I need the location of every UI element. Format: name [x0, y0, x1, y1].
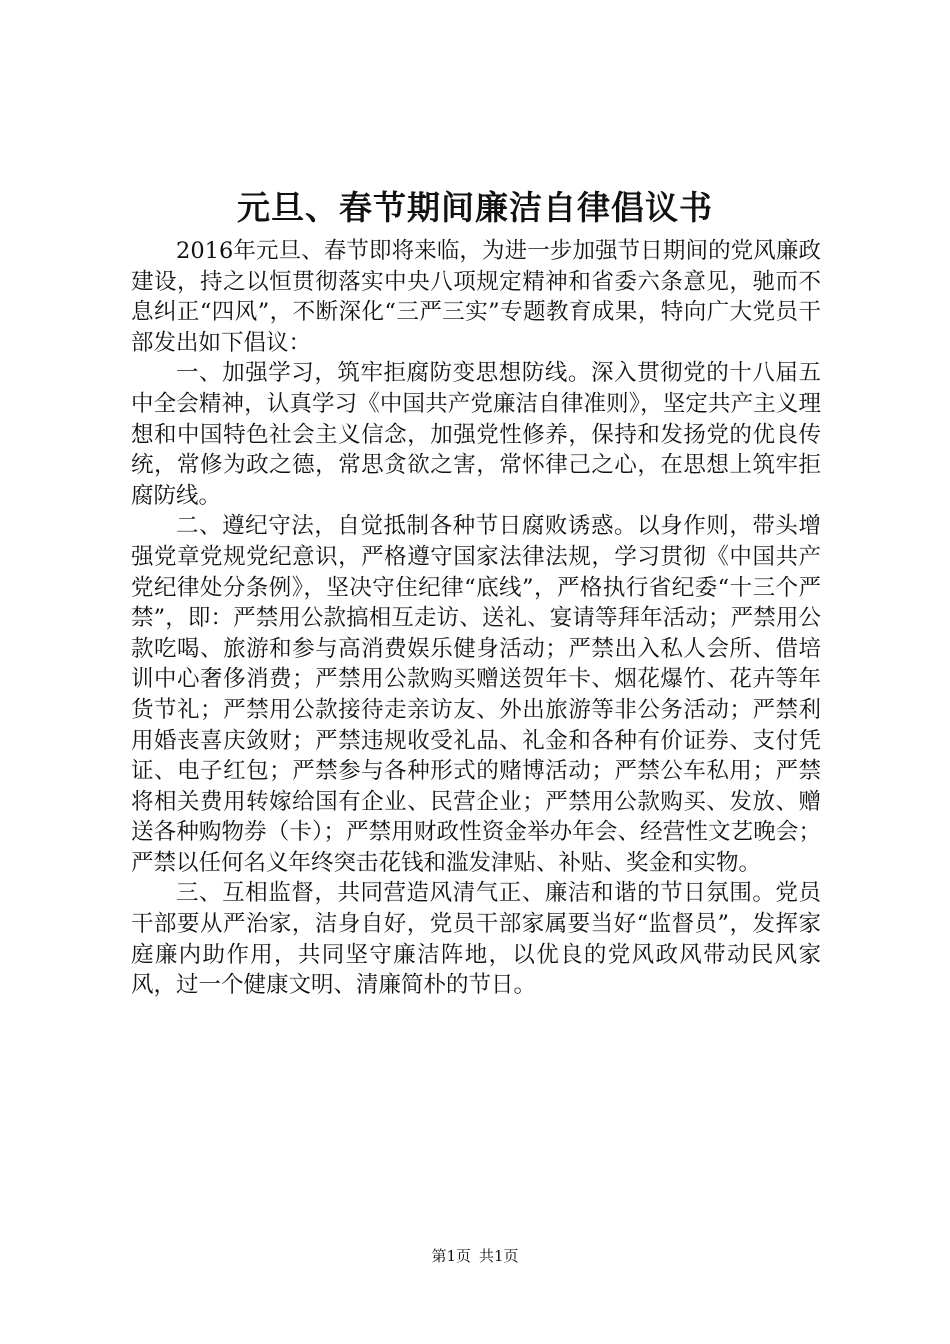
document-body [131, 236, 821, 1001]
page-footer [0, 1245, 950, 1267]
paragraph-section-two: 二、遵纪守法，自觉抵制各种节日腐败诱惑。以身作则，带头增强党章党规党纪意识，严格遵守国家法律法规，学习贯彻《中国共产党纪律处分条例》，坚决守住纪律“底线”，严格执行省纪委“十三个严禁”，即：严禁用公款搞相互走访、送礼、宴请等拜年活动；严禁用公款吃喝、旅游和参与高消费娱乐健身活动；严禁出入私人会所、借培训中心奢侈消费；严禁用公款购买赠送贺年卡、烟花爆竹、花卉等年货节礼；严禁用公款接待走亲访友、外出旅游等非公务活动；严禁利用婚丧喜庆敛财；严禁违规收受礼品、礼金和各种有价证券、支付凭证、电子红包；严禁参与各种形式的赌博活动；严禁公车私用；严禁将相关费用转嫁给国有企业、民营企业；严禁用公款购买、发放、赠送各种购物券（卡）；严禁用财政性资金举办年会、经营性文艺晚会；严禁以任何名义年终突击花钱和滥发津贴、补贴、奖金和实物。 [131, 513, 821, 876]
page-number: 第1页 [431, 1247, 471, 1265]
paragraph-section-three: 三、互相监督，共同营造风清气正、廉洁和谐的节日氛围。党员干部要从严治家，洁身自好，党员干部家属要当好“监督员”，发挥家庭廉内助作用，共同坚守廉洁阵地，以优良的党风政风带动民风家风，过一个健康文明、清廉简朴的节日。 [131, 880, 821, 999]
paragraph-intro: 2016年元旦、春节即将来临，为进一步加强节日期间的党风廉政建设，持之以恒贯彻落实中央八项规定精神和省委六条意见，驰而不息纠正“四风”，不断深化“三严三实”专题教育成果，特向广大党员干部发出如下倡议： [131, 238, 821, 356]
paragraph-section-one: 一、加强学习，筑牢拒腐防变思想防线。深入贯彻党的十八届五中全会精神，认真学习《中国共产党廉洁自律准则》，坚定共产主义理想和中国特色社会主义信念，加强党性修养，保持和发扬党的优良传统，常修为政之德，常思贪欲之害，常怀律己之心，在思想上筑牢拒腐防线。 [131, 360, 821, 509]
document-title: 元旦、春节期间廉洁自律倡议书 [237, 188, 713, 227]
page-total: 共1页 [479, 1247, 519, 1265]
